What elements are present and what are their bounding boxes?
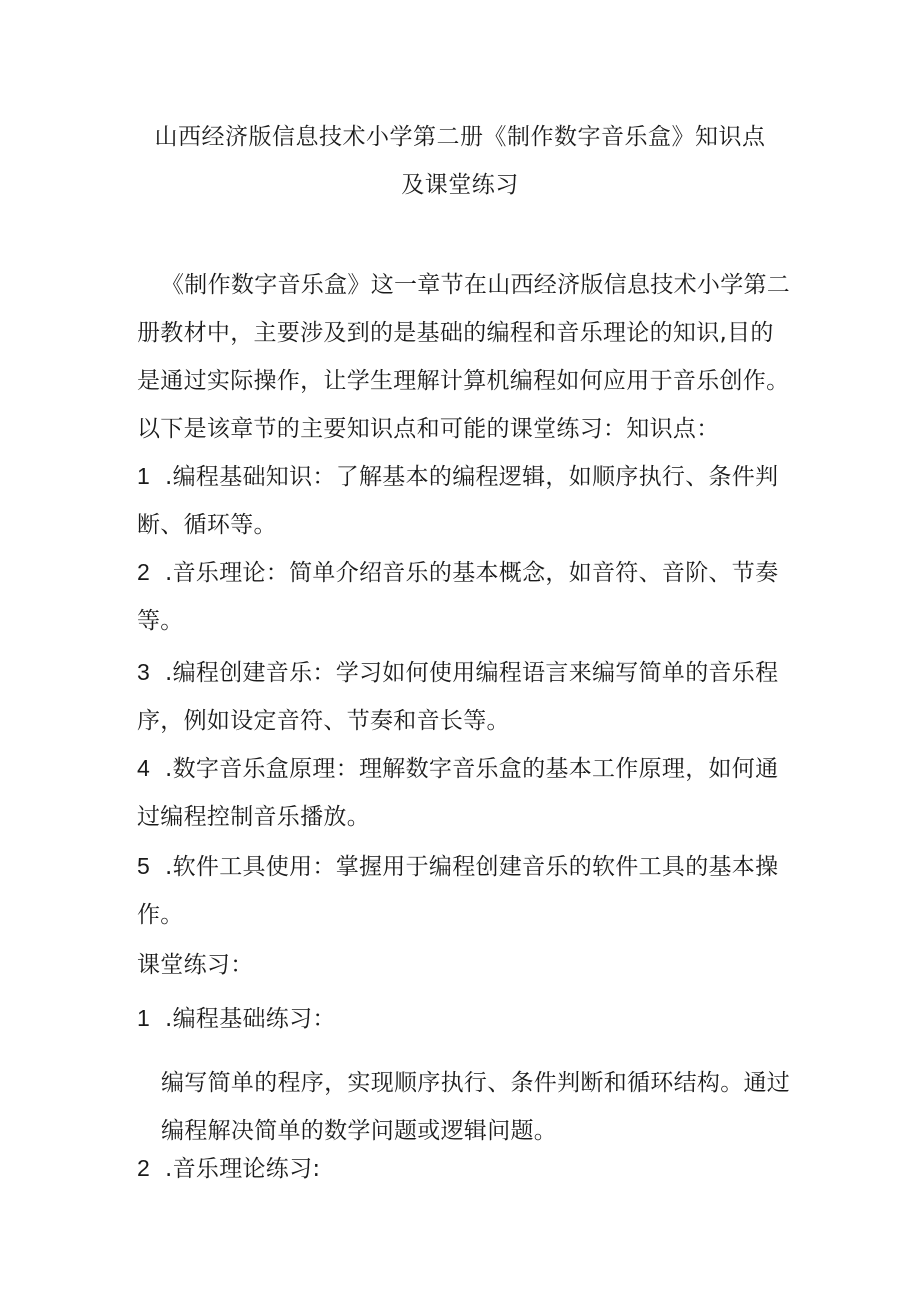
knowledge-point-1 (137, 458, 778, 491)
knowledge-point-text: .数字音乐盒原理：理解数字音乐盒的基本工作原理，如何通 (165, 756, 779, 782)
knowledge-point-number: 3 (137, 659, 151, 685)
intro-line-4: 以下是该章节的主要知识点和可能的课堂练习：知识点： (137, 416, 720, 442)
knowledge-point-3 (137, 654, 778, 687)
exercise-number: 2 (137, 1155, 151, 1181)
knowledge-point-number: 5 (137, 853, 151, 879)
exercise-1-description-line-2: 编程解决简单的数学问题或逻辑问题。 (161, 1118, 558, 1144)
knowledge-point-text: .编程基础知识：了解基本的编程逻辑，如顺序执行、条件判 (165, 464, 779, 490)
exercise-1-description-line-1: 编写简单的程序，实现顺序执行、条件判断和循环结构。通过 (161, 1070, 791, 1096)
intro-line-1: 《制作数字音乐盒》这一章节在山西经济版信息技术小学第二 (161, 272, 791, 298)
knowledge-point-number: 2 (137, 559, 151, 585)
exercises-heading: 课堂练习： (137, 952, 254, 978)
knowledge-point-4 (137, 750, 778, 783)
knowledge-point-2 (137, 554, 778, 587)
knowledge-point-number: 4 (137, 755, 151, 781)
intro-line-3: 是通过实际操作，让学生理解计算机编程如何应用于音乐创作。 (137, 368, 790, 394)
exercise-2-title (137, 1150, 320, 1183)
knowledge-point-text: .音乐理论：简单介绍音乐的基本概念，如音符、音阶、节奏 (165, 560, 779, 586)
exercise-1-title (137, 1000, 336, 1033)
knowledge-point-text: .编程创建音乐：学习如何使用编程语言来编写简单的音乐程 (165, 660, 779, 686)
exercise-number: 1 (137, 1005, 151, 1031)
knowledge-point-5-continued: 作。 (137, 902, 184, 928)
exercise-title-text: .音乐理论练习: (165, 1156, 321, 1182)
knowledge-point-3-continued: 序，例如设定音符、节奏和音长等。 (137, 708, 510, 734)
knowledge-point-text: .软件工具使用：掌握用于编程创建音乐的软件工具的基本操 (165, 854, 779, 880)
intro-line-2: 册教材中，主要涉及到的是基础的编程和音乐理论的知识,目的 (137, 320, 774, 346)
knowledge-point-4-continued: 过编程控制音乐播放。 (137, 804, 370, 830)
document-title-line-1: 山西经济版信息技术小学第二册《制作数字音乐盒》知识点 (154, 124, 766, 150)
knowledge-point-1-continued: 断、循环等。 (137, 512, 277, 538)
knowledge-point-number: 1 (137, 463, 151, 489)
knowledge-point-2-continued: 等。 (137, 608, 184, 634)
exercise-title-text: .编程基础练习： (165, 1006, 336, 1032)
document-title-line-2: 及课堂练习 (401, 172, 519, 198)
knowledge-point-5 (137, 848, 778, 881)
